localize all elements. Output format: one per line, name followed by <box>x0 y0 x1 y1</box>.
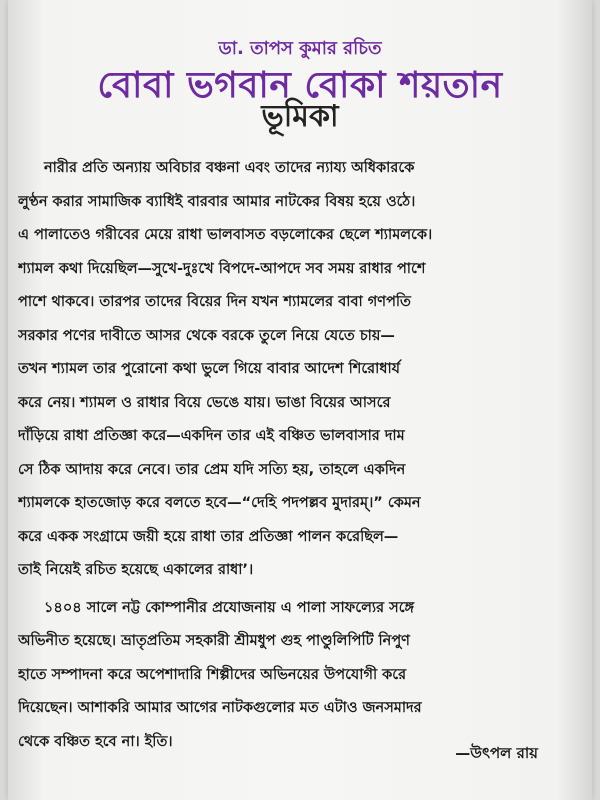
text-line: শ্যামলকে হাতজোড় করে বলতে হবে—“দেহি পদপল্লব মুদারম্।” কেমন <box>18 495 421 511</box>
text-line: তখন শ্যামল তার পুরোনো কথা ভুলে গিয়ে বাবার আদেশ শিরোধার্য <box>18 361 401 377</box>
text-line: সরকার পণের দাবীতে আসর থেকে বরকে তুলে নিয়ে যেতে চায়— <box>18 327 395 344</box>
text-line: দাঁড়িয়ে রাধা প্রতিজ্ঞা করে—একদিন তার এই বঞ্চিত ভালবাসার দাম <box>18 428 405 444</box>
text-line: এ পালাতেও গরীবের মেয়ে রাধা ভালবাসত বড়লোকের ছেলে শ্যামলকে। <box>18 227 433 243</box>
text-line: দিয়েছেন। আশাকরি আমার আগের নাটকগুলোর মত এটাও জনসমাদর <box>18 700 422 716</box>
book-title: বোবা ভগবান বোকা শয়তান <box>97 65 503 106</box>
text-line: হাতে সম্পাদনা করে অপেশাদারি শিল্পীদের অভিনয়ের উপযোগী করে <box>18 666 407 683</box>
text-line: পাশে থাকবে। তারপর তাদের বিয়ের দিন যখন শ্যামলের বাবা গণপতি <box>18 294 411 310</box>
section-heading: ভূমিকা <box>261 99 339 134</box>
paragraph-2 <box>18 592 578 760</box>
text-line: শ্যামল কথা দিয়েছিল—সুখে-দুঃখে বিপদে-আপদে সব সময় রাধার পাশে <box>18 260 426 277</box>
text-line: করে একক সংগ্রামে জয়ী হয়ে রাধা তার প্রতিজ্ঞা পালন করেছিল— <box>18 528 399 545</box>
text-line: করে নেয়। শ্যামল ও রাধার বিয়ে ভেঙে যায়। ভাঙা বিয়ের আসরে <box>18 394 391 411</box>
signature: —উৎপল রায় <box>455 744 538 762</box>
text-line: নারীর প্রতি অন্যায় অবিচার বঞ্চনা এবং তাদের ন্যায্য অধিকারকে <box>44 160 415 176</box>
preface-body <box>18 152 578 759</box>
paragraph-1 <box>18 152 578 588</box>
text-line: লুণ্ঠন করার সামাজিক ব্যাধিই বারবার আমার নাটকের বিষয় হয়ে ওঠে। <box>18 193 416 210</box>
text-line: থেকে বঞ্চিত হবে না। ইতি। <box>18 733 173 750</box>
text-line: সে ঠিক আদায় করে নেবে। তার প্রেম যদি সত্যি হয়, তাহলে একদিন <box>18 461 406 478</box>
text-line: ১৪০৪ সালে নট্ট কোম্পানীর প্রযোজনায় এ পালা সাফল্যের সঙ্গে <box>44 599 415 616</box>
text-line: তাই নিয়েই রচিত হয়েছে একালের রাধা’। <box>18 562 254 578</box>
author-line: ডা. তাপস কুমার রচিত <box>218 38 382 59</box>
text-line: অভিনীত হয়েছে। ভ্রাতৃপ্রতিম সহকারী শ্রীমধুপ গুহ পাণ্ডুলিপিটি নিপুণ <box>18 633 410 649</box>
